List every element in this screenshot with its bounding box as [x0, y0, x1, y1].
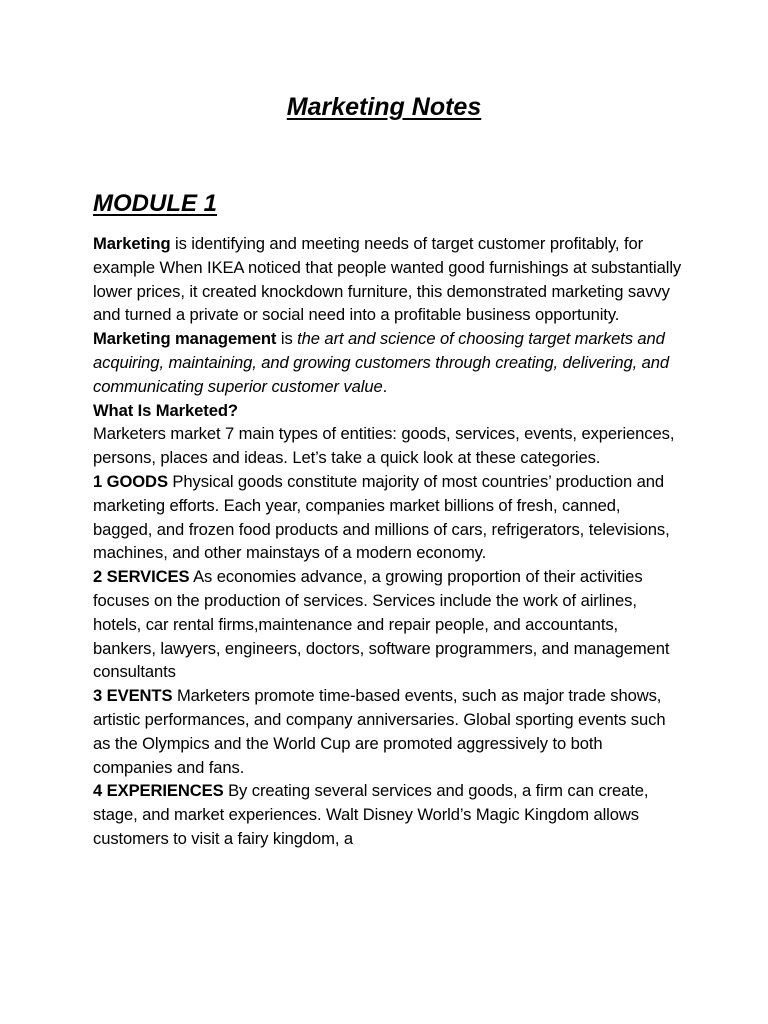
term-events: 3 EVENTS [93, 686, 173, 706]
paragraph-marketing [93, 232, 683, 327]
term-experiences: 4 EXPERIENCES [93, 781, 224, 801]
what-is-marketed-heading: What Is Marketed? [93, 400, 238, 420]
paragraph-marketing-text: is identifying and meeting needs of target customer profitably, for example When IKEA noticed that people wanted good furnishings at substantially lower prices, it created knockdown furniture, this demonstrated marketing savvy and turned a private or social need into a profitable business opportunity. [93, 234, 682, 325]
paragraph-experiences-text: By creating several services and goods, a firm can create, stage, and market experiences. Walt Disney World’s Magic Kingdom allows customers to visit a fairy kingdom, a [93, 781, 649, 848]
paragraph-events-text: Marketers promote time-based events, such as major trade shows, artistic performances, and company anniversaries. Global sporting events such as the Olympics and the World Cup are promoted aggressively to both companies and fans. [93, 686, 666, 777]
paragraph-experiences [93, 779, 683, 850]
marketing-management-definition: the art and science of choosing target markets and acquiring, maintaining, and growing customers through creating, delivering, and communicating superior customer value [93, 329, 669, 396]
paragraph-services [93, 565, 683, 684]
document-title: Marketing Notes [286, 93, 482, 121]
term-marketing-management: Marketing management [93, 329, 277, 349]
term-marketing: Marketing [93, 234, 171, 253]
paragraph-what-is-marketed: Marketers market 7 main types of entities: goods, services, events, experiences, persons, places and ideas. Let’s take a quick look at these categories. [93, 424, 675, 468]
marketing-management-connector: is [276, 329, 298, 349]
paragraph-marketing-management [93, 327, 683, 398]
paragraph-goods-text: Physical goods constitute majority of most countries’ production and marketing efforts. Each year, companies market billions of fresh, canned, bagged, and frozen food products and millions of cars, refrigerators, televisions, machines, and other mainstays of a modern economy. [93, 471, 670, 563]
term-services: 2 SERVICES [93, 567, 190, 587]
document-body [93, 232, 683, 851]
paragraph-services-text: As economies advance, a growing proportion of their activities focuses on the production of services. Services include the work of airlines, hotels, car rental firms,maintenance and repair people, and accountants, bankers, lawyers, engineers, doctors, software programmers, and management consultants [93, 567, 670, 682]
term-goods: 1 GOODS [93, 471, 168, 491]
paragraph-events [93, 684, 683, 779]
heading-what-is-marketed [93, 399, 683, 423]
paragraph-goods [93, 470, 683, 565]
marketing-management-end: . [382, 376, 388, 396]
module-heading: MODULE 1 [93, 190, 218, 217]
